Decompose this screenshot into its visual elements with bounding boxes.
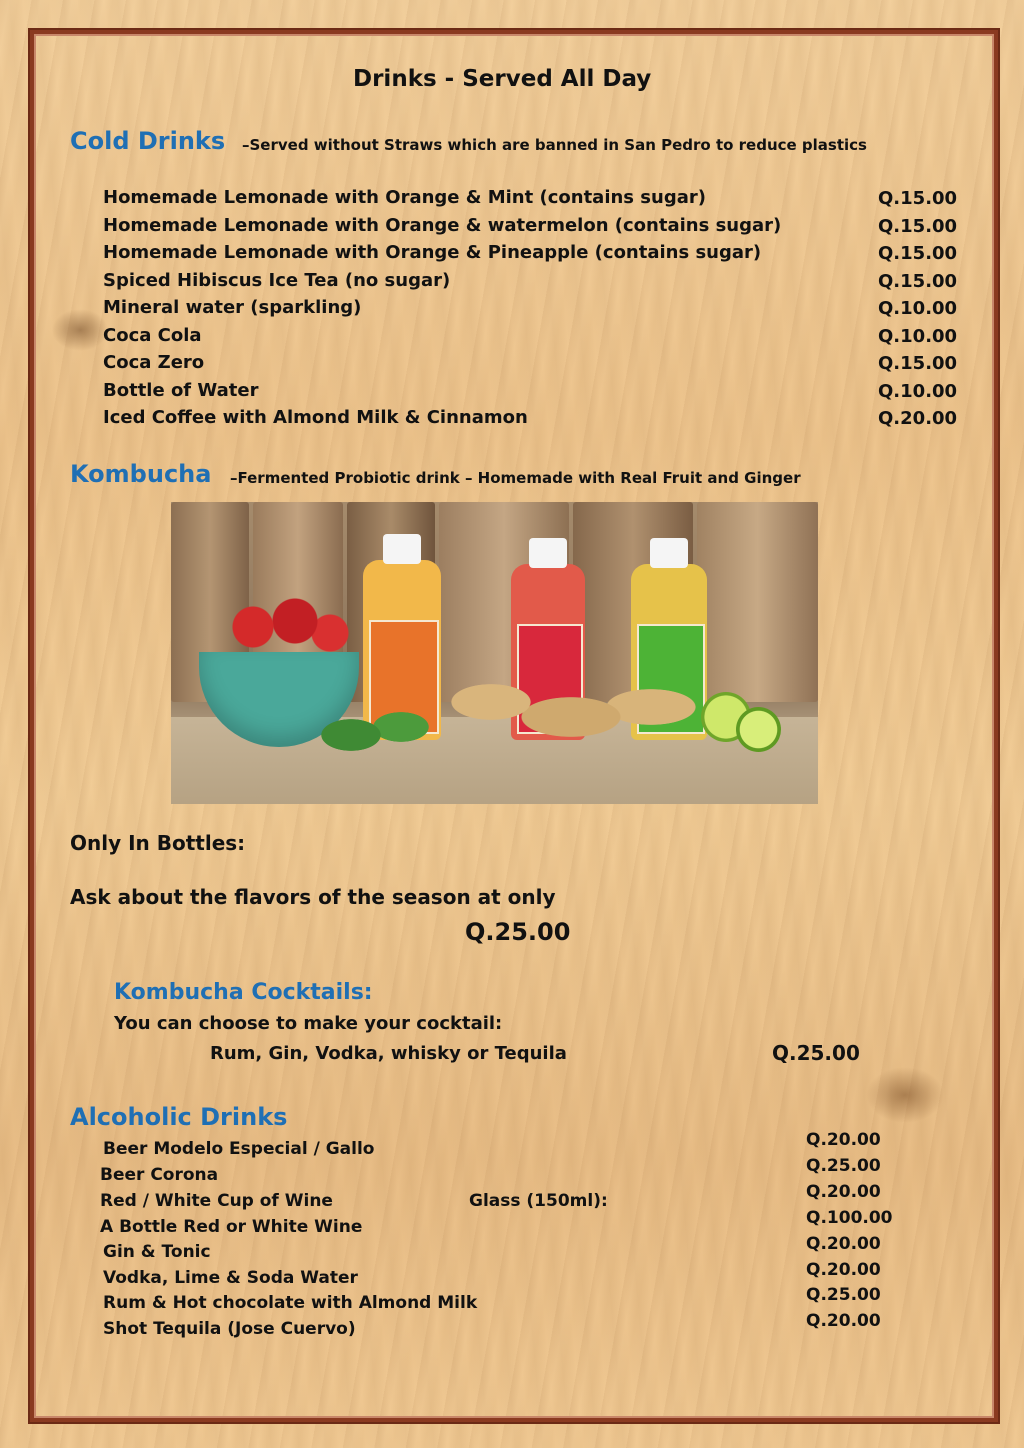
mint-leaves-icon (321, 707, 441, 762)
menu-item-name: Shot Tequila (Jose Cuervo) (103, 1319, 356, 1339)
menu-item-price: Q.15.00 (878, 353, 958, 374)
menu-item-name: Rum & Hot chocolate with Almond Milk (103, 1293, 478, 1313)
menu-item-name: Coca Zero (103, 352, 205, 373)
menu-item-name: Spiced Hibiscus Ice Tea (no sugar) (103, 270, 451, 291)
menu-item-price: Q.100.00 (806, 1208, 893, 1228)
menu-item-price: Q.25.00 (806, 1156, 881, 1176)
menu-item-name: Vodka, Lime & Soda Water (103, 1268, 358, 1288)
menu-item-price: Q.25.00 (806, 1285, 881, 1305)
menu-item-price: Q.20.00 (806, 1130, 881, 1150)
menu-item-price: Q.10.00 (878, 381, 958, 402)
season-text: Ask about the flavors of the season at only (70, 885, 556, 909)
menu-item-name: Iced Coffee with Almond Milk & Cinnamon (103, 407, 528, 428)
menu-item-price: Q.20.00 (806, 1182, 881, 1202)
menu-item-price: Q.15.00 (878, 216, 958, 237)
cocktails-heading: Kombucha Cocktails: (114, 980, 373, 1005)
menu-item-name: A Bottle Red or White Wine (100, 1217, 363, 1237)
glass-note: Glass (150ml): (469, 1191, 608, 1211)
cocktails-intro: You can choose to make your cocktail: (114, 1013, 503, 1034)
menu-item-price: Q.20.00 (878, 408, 958, 429)
kombucha-photo (171, 502, 818, 804)
kombucha-heading: Kombucha (70, 460, 212, 488)
page-title: Drinks - Served All Day (353, 66, 652, 92)
menu-item-price: Q.20.00 (806, 1260, 881, 1280)
menu-item-name: Beer Modelo Especial / Gallo (103, 1139, 375, 1159)
menu-item-price: Q.10.00 (878, 326, 958, 347)
menu-item-price: Q.15.00 (878, 243, 958, 264)
cocktails-price: Q.25.00 (772, 1041, 860, 1065)
menu-item-price: Q.20.00 (806, 1311, 881, 1331)
menu-item-name: Gin & Tonic (103, 1242, 211, 1262)
kombucha-note: –Fermented Probiotic drink – Homemade with Real Fruit and Ginger (230, 469, 801, 487)
menu-item-price: Q.20.00 (806, 1234, 881, 1254)
menu-item-name: Homemade Lemonade with Orange & watermelon (contains sugar) (103, 215, 782, 236)
cold-drinks-note: –Served without Straws which are banned in San Pedro to reduce plastics (242, 136, 867, 154)
alcoholic-heading: Alcoholic Drinks (70, 1103, 288, 1131)
menu-item-name: Red / White Cup of Wine (100, 1191, 333, 1211)
menu-item-name: Homemade Lemonade with Orange & Mint (contains sugar) (103, 187, 706, 208)
menu-item-name: Mineral water (sparkling) (103, 297, 362, 318)
menu-item-name: Beer Corona (100, 1165, 219, 1185)
menu-item-name: Homemade Lemonade with Orange & Pineapple (contains sugar) (103, 242, 762, 263)
menu-item-name: Coca Cola (103, 325, 202, 346)
ginger-icon (451, 672, 701, 742)
menu-item-price: Q.15.00 (878, 271, 958, 292)
cold-drinks-heading: Cold Drinks (70, 127, 226, 155)
cocktails-options: Rum, Gin, Vodka, whisky or Tequila (210, 1043, 567, 1064)
menu-item-price: Q.10.00 (878, 298, 958, 319)
season-price: Q.25.00 (465, 918, 571, 946)
menu-item-name: Bottle of Water (103, 380, 259, 401)
menu-item-price: Q.15.00 (878, 188, 958, 209)
only-bottles-label: Only In Bottles: (70, 831, 246, 855)
